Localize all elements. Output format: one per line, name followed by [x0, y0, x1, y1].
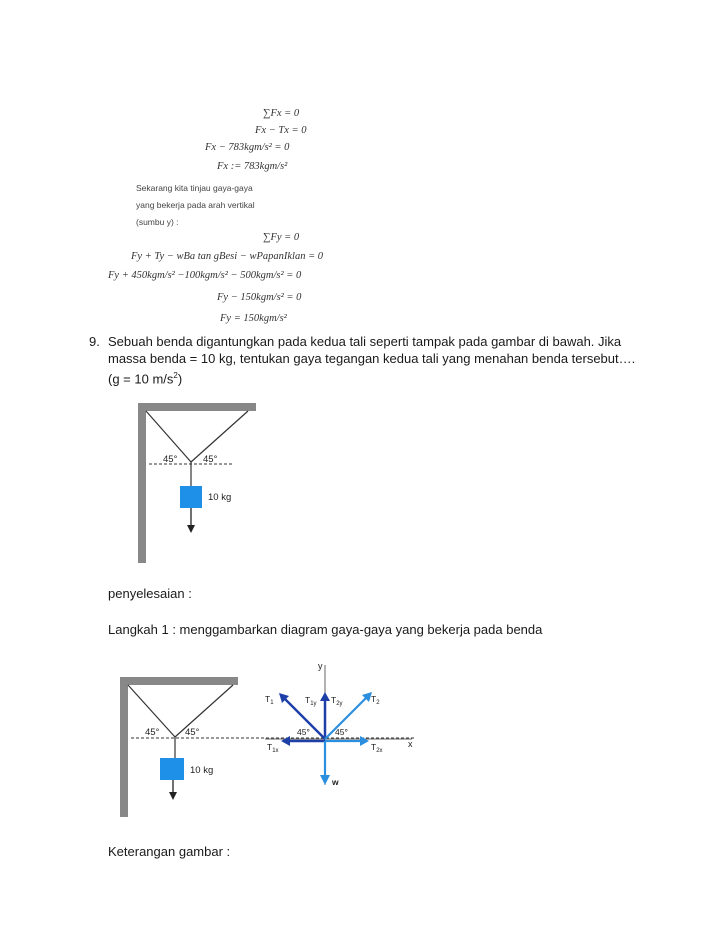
eq-y-2: Fy + Ty − wBa tan gBesi − wPapanIklan = 0 — [131, 251, 324, 262]
wall — [138, 403, 146, 563]
t2-label: $T_2$ — [371, 694, 380, 706]
y-axis-label: y — [318, 661, 323, 671]
angle-right-label: 45° — [185, 727, 200, 738]
fbd-angle-left: 45° — [297, 727, 310, 737]
angle-left-label: 45° — [145, 727, 160, 738]
w-label: w — [332, 777, 339, 787]
problem-number: 9. — [89, 334, 100, 349]
mass-block — [160, 758, 184, 780]
t1-label: $T_1$ — [265, 694, 274, 706]
mass-block — [180, 486, 202, 508]
angle-left-label: 45° — [163, 454, 178, 465]
wall — [120, 677, 128, 817]
eq-y-4: Fy − 150kgm/s² = 0 — [217, 292, 302, 303]
t2x-label: $T_{2x}$ — [371, 742, 383, 754]
ceiling — [120, 677, 238, 685]
note-line-1: Sekarang kita tinjau gaya-gaya — [136, 183, 253, 193]
t1x-label: $T_{1x}$ — [267, 742, 279, 754]
w-arrow-head — [320, 775, 330, 785]
rope-right — [175, 685, 233, 737]
x-axis-label: x — [408, 739, 413, 749]
problem-line-3: (g = 10 $m/s^2$) — [108, 371, 183, 387]
keterangan-label: Keterangan gambar : — [108, 844, 231, 859]
fbd-angle-right: 45° — [335, 727, 348, 737]
weight-arrow-head — [187, 525, 195, 533]
rope-right — [191, 411, 248, 462]
weight-arrow-head — [169, 792, 177, 800]
problem-line-1: Sebuah benda digantungkan pada kedua tali seperti tampak pada gambar di bawah. Jika — [108, 334, 622, 349]
eq-x-1: ∑Fx = 0 — [263, 108, 300, 119]
t2y-label: $T_{2y}$ — [331, 695, 343, 707]
solution-label: penyelesaian : — [108, 586, 192, 601]
eq-y-5: Fy = 150kgm/s² — [220, 313, 287, 324]
figure-hanging-mass — [135, 400, 260, 565]
eq-y-3: Fy + 450kgm/s² −100kgm/s² − 500kgm/s² = 0 — [108, 270, 302, 281]
angle-right-label: 45° — [203, 454, 218, 465]
note-line-2: yang bekerja pada arah vertikal — [136, 200, 255, 210]
t1y-label: $T_{1y}$ — [305, 695, 317, 707]
eq-x-4: Fx := 783kgm/s² — [217, 161, 288, 172]
t1y-arrow-head — [320, 692, 330, 701]
figure-free-body-diagram — [115, 655, 425, 825]
note-line-3: (sumbu y) : — [136, 217, 179, 227]
problem-line-2: massa benda = 10 kg, tentukan gaya tegangan kedua tali yang menahan benda tersebut…. — [108, 351, 636, 366]
eq-y-1: ∑Fy = 0 — [263, 232, 300, 243]
ceiling — [138, 403, 256, 411]
eq-x-3: Fx − 783kgm/s² = 0 — [205, 142, 290, 153]
eq-x-2: Fx − Tx = 0 — [255, 125, 307, 136]
step1-label: Langkah 1 : menggambarkan diagram gaya-gaya yang bekerja pada benda — [108, 622, 543, 637]
mass-label: 10 kg — [208, 492, 232, 503]
mass-label: 10 kg — [190, 765, 214, 776]
